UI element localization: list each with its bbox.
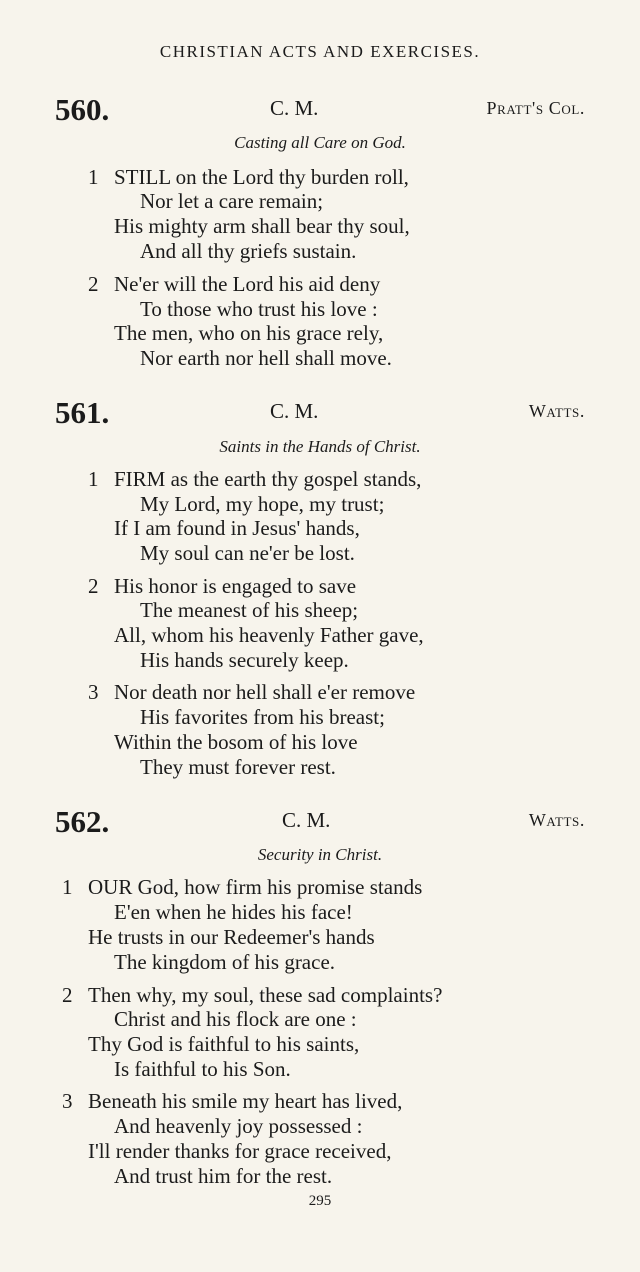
verse-line: 2 Ne'er will the Lord his aid deny <box>88 272 381 296</box>
verse-line: He trusts in our Redeemer's hands <box>88 925 375 949</box>
verse-line: My Lord, my hope, my trust; <box>140 492 385 516</box>
hymn-author: Pratt's Col. <box>486 98 585 118</box>
verse-number: 1 <box>62 875 73 899</box>
verse-line: All, whom his heavenly Father gave, <box>114 623 424 647</box>
page-number: 295 <box>308 1193 332 1209</box>
verse-line: To those who trust his love : <box>140 297 378 321</box>
hymn-title: Saints in the Hands of Christ. <box>219 437 421 456</box>
verse-number: 3 <box>62 1089 73 1113</box>
hymn-header <box>0 92 640 126</box>
verse-number: 1 <box>88 165 99 189</box>
verse-line: Thy God is faithful to his saints, <box>88 1032 360 1056</box>
hymn-meter: C. M. <box>282 808 331 832</box>
verse-line: Nor earth nor hell shall move. <box>140 346 392 370</box>
running-head: CHRISTIAN ACTS AND EXERCISES. <box>159 42 481 61</box>
verse-line: My soul can ne'er be lost. <box>140 541 355 565</box>
hymn-author: Watts. <box>528 401 585 421</box>
verse-line: 1 STILL on the Lord thy burden roll, <box>88 165 409 189</box>
verse-line: Christ and his flock are one : <box>114 1007 357 1031</box>
verse-line: The men, who on his grace rely, <box>114 321 384 345</box>
verse-number: 2 <box>88 574 99 598</box>
verse-line: His hands securely keep. <box>140 648 349 672</box>
verse-line: His mighty arm shall bear thy soul, <box>114 214 410 238</box>
verse-line: The kingdom of his grace. <box>114 950 336 974</box>
verse-line: 1 FIRM as the earth thy gospel stands, <box>88 467 422 491</box>
verse-line: If I am found in Jesus' hands, <box>114 516 360 540</box>
hymn-meter: C. M. <box>270 399 319 423</box>
verse-line: 2 Then why, my soul, these sad complaints? <box>62 983 443 1007</box>
verse-number: 1 <box>88 467 99 491</box>
verse-line: 2 His honor is engaged to save <box>88 574 357 598</box>
verse-line: And heavenly joy possessed : <box>114 1114 363 1138</box>
verse-line: They must forever rest. <box>140 755 336 779</box>
hymn-author: Watts. <box>528 810 585 830</box>
verse-line: E'en when he hides his face! <box>114 900 353 924</box>
verse-line: 1 OUR God, how firm his promise stands <box>62 875 423 899</box>
verse-line: His favorites from his breast; <box>140 705 385 729</box>
verse-line: Within the bosom of his love <box>114 730 358 754</box>
hymn-number: 560. <box>55 92 110 127</box>
hymn-header <box>0 395 640 429</box>
verse-number: 2 <box>62 983 73 1007</box>
verse-line: 3 Beneath his smile my heart has lived, <box>62 1089 403 1113</box>
hymn-header <box>0 804 640 838</box>
verse-line: I'll render thanks for grace received, <box>88 1139 392 1163</box>
hymn-title: Casting all Care on God. <box>234 133 406 152</box>
verse-number: 2 <box>88 272 99 296</box>
verse-line: And all thy griefs sustain. <box>140 239 357 263</box>
hymn-number: 562. <box>55 804 110 839</box>
verse-line: Nor let a care remain; <box>140 189 324 213</box>
verse-line: The meanest of his sheep; <box>140 598 359 622</box>
verse-number: 3 <box>88 680 99 704</box>
hymn-title: Security in Christ. <box>257 845 383 864</box>
hymn-meter: C. M. <box>270 96 319 120</box>
verse-line: 3 Nor death nor hell shall e'er remove <box>88 680 416 704</box>
hymn-number: 561. <box>55 395 110 430</box>
verse-line: Is faithful to his Son. <box>114 1057 291 1081</box>
verse-line: And trust him for the rest. <box>114 1164 333 1188</box>
